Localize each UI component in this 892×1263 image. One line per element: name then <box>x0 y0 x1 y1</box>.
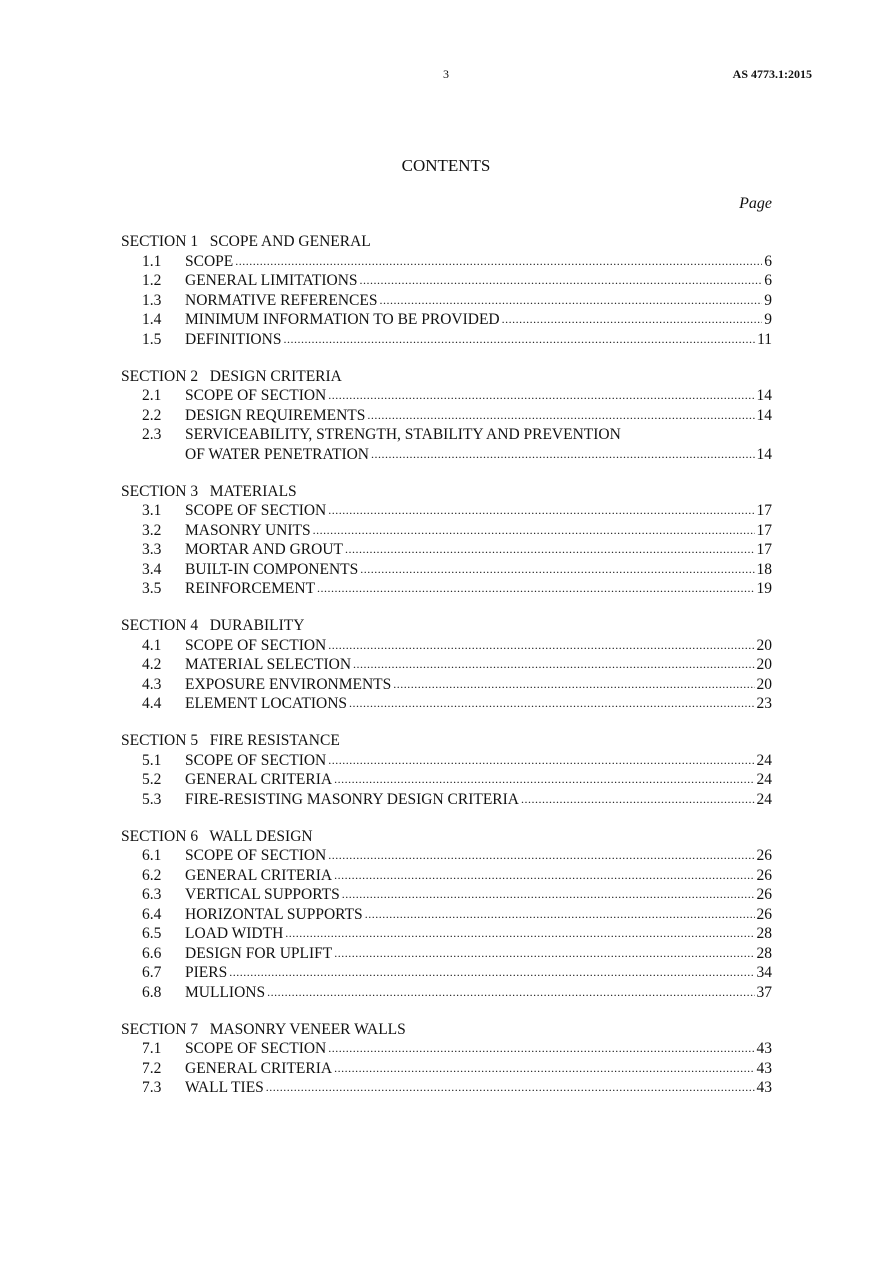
entry-page-number: 18 <box>756 560 772 578</box>
entry-number: 6.2 <box>142 866 162 884</box>
toc-entry[interactable] <box>121 846 772 866</box>
page-number: 3 <box>443 67 449 81</box>
entry-title: SCOPE OF SECTION <box>185 847 327 864</box>
entry-number: 7.1 <box>142 1040 162 1057</box>
entry-title: SERVICEABILITY, STRENGTH, STABILITY AND PREVENTION <box>185 426 621 443</box>
entry-page-number: 23 <box>756 695 772 712</box>
dot-leader <box>365 905 755 925</box>
entry-page-number: 28 <box>756 944 772 962</box>
entry-number: 6.4 <box>142 905 162 923</box>
entry-title: LOAD WIDTH <box>185 925 284 942</box>
section-heading[interactable]: SECTION 5 FIRE RESISTANCE <box>121 732 340 749</box>
section-heading[interactable]: SECTION 6 WALL DESIGN <box>121 827 313 845</box>
entry-title: GENERAL LIMITATIONS <box>185 272 358 289</box>
section-heading[interactable]: SECTION 1 SCOPE AND GENERAL <box>121 233 371 250</box>
entry-number: 4.1 <box>142 636 162 654</box>
toc-entry[interactable] <box>121 944 772 964</box>
entry-number: 3.4 <box>142 560 162 578</box>
dot-leader <box>367 406 754 426</box>
section-heading[interactable]: SECTION 4 DURABILITY <box>121 617 305 634</box>
toc-entry[interactable] <box>121 636 772 656</box>
toc-entry[interactable] <box>121 501 772 521</box>
entry-page-number: 6 <box>764 272 772 289</box>
toc-entry[interactable] <box>121 885 772 905</box>
entry-page-number: 26 <box>756 847 772 864</box>
dot-leader <box>349 694 754 714</box>
entry-page-number: 20 <box>756 656 772 673</box>
entry-number: 1.2 <box>142 272 162 289</box>
entry-page-number: 26 <box>756 886 772 903</box>
section-heading[interactable]: SECTION 3 MATERIALS <box>121 482 297 500</box>
entry-number: 5.1 <box>142 751 162 769</box>
dot-leader <box>235 252 762 272</box>
toc-section <box>121 731 772 809</box>
toc-entry[interactable] <box>121 675 772 695</box>
toc-entry[interactable] <box>121 291 772 311</box>
entry-number: 5.2 <box>142 771 162 788</box>
dot-leader <box>334 944 754 964</box>
dot-leader <box>317 579 754 599</box>
toc-section <box>121 232 772 349</box>
section-heading[interactable]: SECTION 7 MASONRY VENEER WALLS <box>121 1020 406 1038</box>
entry-page-number: 26 <box>756 866 772 884</box>
toc-entry[interactable] <box>121 310 772 330</box>
dot-leader <box>353 655 754 675</box>
toc-entry[interactable] <box>121 866 772 886</box>
toc-entry[interactable] <box>121 1059 772 1079</box>
entry-page-number: 14 <box>756 445 772 463</box>
entry-title: VERTICAL SUPPORTS <box>185 886 340 903</box>
table-of-contents <box>121 232 772 1115</box>
entry-page-number: 14 <box>756 406 772 424</box>
entry-title: MATERIAL SELECTION <box>185 656 352 673</box>
toc-section <box>121 1020 772 1098</box>
toc-section <box>121 482 772 599</box>
entry-number: 1.4 <box>142 311 162 328</box>
toc-entry[interactable] <box>121 1039 772 1059</box>
entry-title: SCOPE OF SECTION <box>185 387 327 404</box>
entry-number: 1.5 <box>142 330 162 348</box>
dot-leader <box>342 885 755 905</box>
dot-leader <box>379 291 762 311</box>
dot-leader <box>328 386 754 406</box>
dot-leader <box>328 846 754 866</box>
entry-title: ELEMENT LOCATIONS <box>185 695 348 712</box>
entry-title: MINIMUM INFORMATION TO BE PROVIDED <box>185 311 500 328</box>
dot-leader <box>502 310 763 330</box>
entry-number: 7.2 <box>142 1059 162 1077</box>
dot-leader <box>371 445 755 465</box>
entry-title: SCOPE OF SECTION <box>185 751 327 769</box>
standard-reference: AS 4773.1:2015 <box>732 67 812 81</box>
entry-number: 6.8 <box>142 983 162 1001</box>
entry-title: MASONRY UNITS <box>185 521 311 539</box>
entry-title: GENERAL CRITERIA <box>185 771 333 788</box>
entry-number: 3.5 <box>142 580 162 597</box>
dot-leader <box>328 501 754 521</box>
dot-leader <box>345 540 754 560</box>
entry-title: GENERAL CRITERIA <box>185 1059 333 1077</box>
entry-page-number: 34 <box>756 964 772 981</box>
entry-page-number: 6 <box>764 252 772 270</box>
toc-entry[interactable] <box>121 560 772 580</box>
dot-leader <box>334 1059 754 1079</box>
entry-page-number: 37 <box>756 983 772 1001</box>
entry-title: WALL TIES <box>185 1079 264 1096</box>
entry-title: EXPOSURE ENVIRONMENTS <box>185 675 392 693</box>
toc-entry[interactable] <box>121 521 772 541</box>
dot-leader <box>328 751 754 771</box>
dot-leader <box>283 330 755 350</box>
entry-number: 2.3 <box>142 426 162 443</box>
entry-number: 6.7 <box>142 964 162 981</box>
entry-page-number: 20 <box>756 636 772 654</box>
dot-leader <box>360 560 754 580</box>
entry-title: SCOPE OF SECTION <box>185 1040 327 1057</box>
entry-page-number: 17 <box>756 541 772 558</box>
entry-page-number: 24 <box>756 790 772 808</box>
dot-leader <box>285 924 754 944</box>
entry-title: SCOPE OF SECTION <box>185 636 327 654</box>
entry-title: DESIGN REQUIREMENTS <box>185 406 366 424</box>
entry-number: 3.1 <box>142 502 162 519</box>
toc-entry[interactable] <box>121 694 772 714</box>
dot-leader <box>328 636 754 656</box>
entry-title: NORMATIVE REFERENCES <box>185 291 378 309</box>
toc-entry[interactable] <box>121 905 772 925</box>
entry-number: 6.1 <box>142 847 162 864</box>
toc-entry[interactable] <box>121 1078 772 1098</box>
toc-section <box>121 827 772 1003</box>
entry-number: 4.3 <box>142 675 162 693</box>
entry-page-number: 17 <box>756 521 772 539</box>
entry-number: 3.3 <box>142 541 162 558</box>
entry-number: 2.1 <box>142 387 162 404</box>
entry-number: 1.1 <box>142 252 162 270</box>
entry-title: MULLIONS <box>185 983 266 1001</box>
entry-number: 6.6 <box>142 944 162 962</box>
toc-entry[interactable] <box>121 770 772 790</box>
dot-leader <box>229 963 754 983</box>
entry-title: SCOPE <box>185 252 234 270</box>
toc-entry[interactable] <box>121 655 772 675</box>
toc-entry[interactable] <box>121 963 772 983</box>
entry-number: 4.2 <box>142 656 162 673</box>
dot-leader <box>334 866 754 886</box>
entry-number: 6.5 <box>142 925 162 942</box>
toc-entry[interactable] <box>121 790 772 810</box>
toc-entry[interactable] <box>121 271 772 291</box>
entry-title: PIERS <box>185 964 228 981</box>
entry-title: SCOPE OF SECTION <box>185 502 327 519</box>
page-column-label: Page <box>739 195 772 212</box>
dot-leader <box>266 1078 755 1098</box>
dot-leader <box>328 1039 754 1059</box>
entry-title: DEFINITIONS <box>185 330 282 348</box>
entry-page-number: 28 <box>756 925 772 942</box>
toc-entry[interactable] <box>121 386 772 406</box>
dot-leader <box>360 271 763 291</box>
entry-number: 6.3 <box>142 886 162 903</box>
dot-leader <box>521 790 755 810</box>
entry-page-number: 24 <box>756 751 772 769</box>
contents-title: CONTENTS <box>401 156 491 175</box>
toc-entry[interactable] <box>121 252 772 272</box>
entry-page-number: 43 <box>756 1079 772 1096</box>
dot-leader <box>313 521 755 541</box>
entry-page-number: 26 <box>756 905 772 923</box>
entry-page-number: 9 <box>764 311 772 328</box>
entry-number: 2.2 <box>142 406 162 424</box>
entry-page-number: 24 <box>756 771 772 788</box>
entry-title: MORTAR AND GROUT <box>185 541 344 558</box>
toc-entry[interactable] <box>121 983 772 1003</box>
entry-title: REINFORCEMENT <box>185 580 316 597</box>
entry-title: HORIZONTAL SUPPORTS <box>185 905 363 923</box>
entry-title: DESIGN FOR UPLIFT <box>185 944 333 962</box>
entry-title: GENERAL CRITERIA <box>185 866 333 884</box>
dot-leader <box>334 770 754 790</box>
entry-page-number: 14 <box>756 387 772 404</box>
dot-leader <box>393 675 754 695</box>
entry-title: FIRE-RESISTING MASONRY DESIGN CRITERIA <box>185 790 519 808</box>
entry-number: 5.3 <box>142 790 162 808</box>
dot-leader <box>267 983 754 1003</box>
entry-page-number: 9 <box>764 291 772 309</box>
toc-entry[interactable] <box>121 924 772 944</box>
entry-page-number: 17 <box>756 502 772 519</box>
entry-page-number: 43 <box>756 1040 772 1057</box>
entry-number: 3.2 <box>142 521 162 539</box>
entry-number: 7.3 <box>142 1079 162 1096</box>
entry-page-number: 19 <box>756 580 772 597</box>
toc-section <box>121 367 772 465</box>
entry-number: 4.4 <box>142 695 162 712</box>
entry-number: 1.3 <box>142 291 162 309</box>
toc-entry[interactable] <box>121 751 772 771</box>
section-heading[interactable]: SECTION 2 DESIGN CRITERIA <box>121 367 342 385</box>
entry-page-number: 43 <box>756 1059 772 1077</box>
toc-entry[interactable] <box>121 540 772 560</box>
entry-title-continued: OF WATER PENETRATION <box>185 445 369 463</box>
entry-page-number: 20 <box>756 675 772 693</box>
entry-title: BUILT-IN COMPONENTS <box>185 560 359 578</box>
entry-page-number: 11 <box>757 330 772 348</box>
toc-section <box>121 616 772 714</box>
toc-entry[interactable] <box>121 406 772 426</box>
toc-entry[interactable] <box>121 579 772 599</box>
toc-entry[interactable] <box>121 330 772 350</box>
toc-entry[interactable] <box>121 425 772 464</box>
